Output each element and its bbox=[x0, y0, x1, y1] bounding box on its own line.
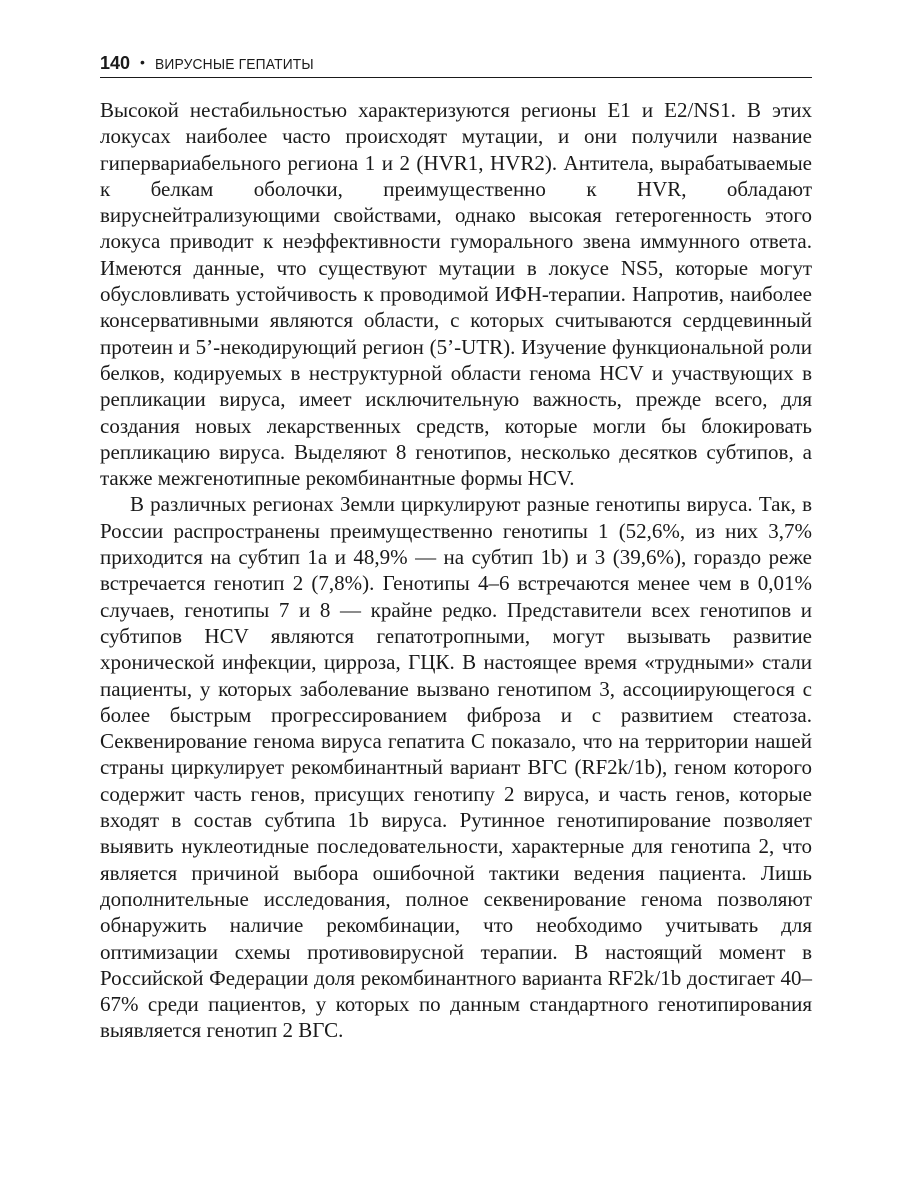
running-head bbox=[100, 53, 812, 78]
page-number: 140 bbox=[100, 53, 131, 73]
chapter-title: ВИРУСНЫЕ ГЕПАТИТЫ bbox=[154, 56, 314, 73]
bullet-separator: • bbox=[140, 54, 145, 70]
page-body bbox=[100, 97, 812, 1044]
paragraph-hcv-genotypes: В различных регионах Земли циркулируют разные генотипы вируса. Так, в России распространены преимущественно генотипы 1 (52,6%, из них 3,7% приходится на субтип 1a и 48,9% — на субтип 1b) и 3 (39,6%), гораздо реже встречается генотип 2 (7,8%). Генотипы 4–6 встречаются менее чем в 0,01% случаев, генотипы 7 и 8 — крайне редко. Представители всех генотипов и субтипов HCV являются гепатотропными, могут вызывать развитие хронической инфекции, цирроза, ГЦК. В настоящее время «трудными» стали пациенты, у которых заболевание вызвано генотипом 3, ассоциирующегося с более быстрым прогрессированием фиброза и с развитием стеатоза. Секвенирование генома вируса гепатита С показало, что на территории нашей страны циркулирует рекомбинантный вариант ВГС (RF2k/1b), геном которого содержит часть генов, присущих генотипу 2 вируса, и часть генов, которые входят в состав субтипа 1b вируса. Рутинное генотипирование позволяет выявить нуклеотидные последовательности, характерные для генотипа 2, что является причиной выбора ошибочной тактики ведения пациента. Лишь дополнительные исследования, полное секвенирование генома позволяют обнаружить наличие рекомбинации, что необходимо учитывать для оптимизации схемы противовирусной терапии. В настоящий момент в Российской Федерации доля рекомбинантного варианта RF2k/1b достигает 40–67% среди пациентов, у которых по данным стандартного генотипирования выявляется генотип 2 ВГС. bbox=[100, 492, 812, 1043]
paragraph-hcv-variability: Высокой нестабильностью характеризуются регионы E1 и E2/NS1. В этих локусах наиболее часто происходят мутации, и они получили название гипервариабельного региона 1 и 2 (HVR1, HVR2). Антитела, вырабатываемые к белкам оболочки, преимущественно к HVR, обладают вируснейтрализующими свойствами, однако высокая гетерогенность этого локуса приводит к неэффективности гуморального звена иммунного ответа. Имеются данные, что существуют мутации в локусе NS5, которые могут обусловливать устойчивость к проводимой ИФН-терапии. Напротив, наиболее консервативными являются области, с которых считываются сердцевинный протеин и 5’-некодирующий регион (5’-UTR). Изучение функциональной роли белков, кодируемых в неструктурной области генома HCV и участвующих в репликации вируса, имеет исключительную важность, прежде всего, для создания новых лекарственных средств, которые могли бы блокировать репликацию вируса. Выделяют 8 генотипов, несколько десятков субтипов, а также межгенотипные рекомбинантные формы HCV. bbox=[100, 98, 812, 491]
